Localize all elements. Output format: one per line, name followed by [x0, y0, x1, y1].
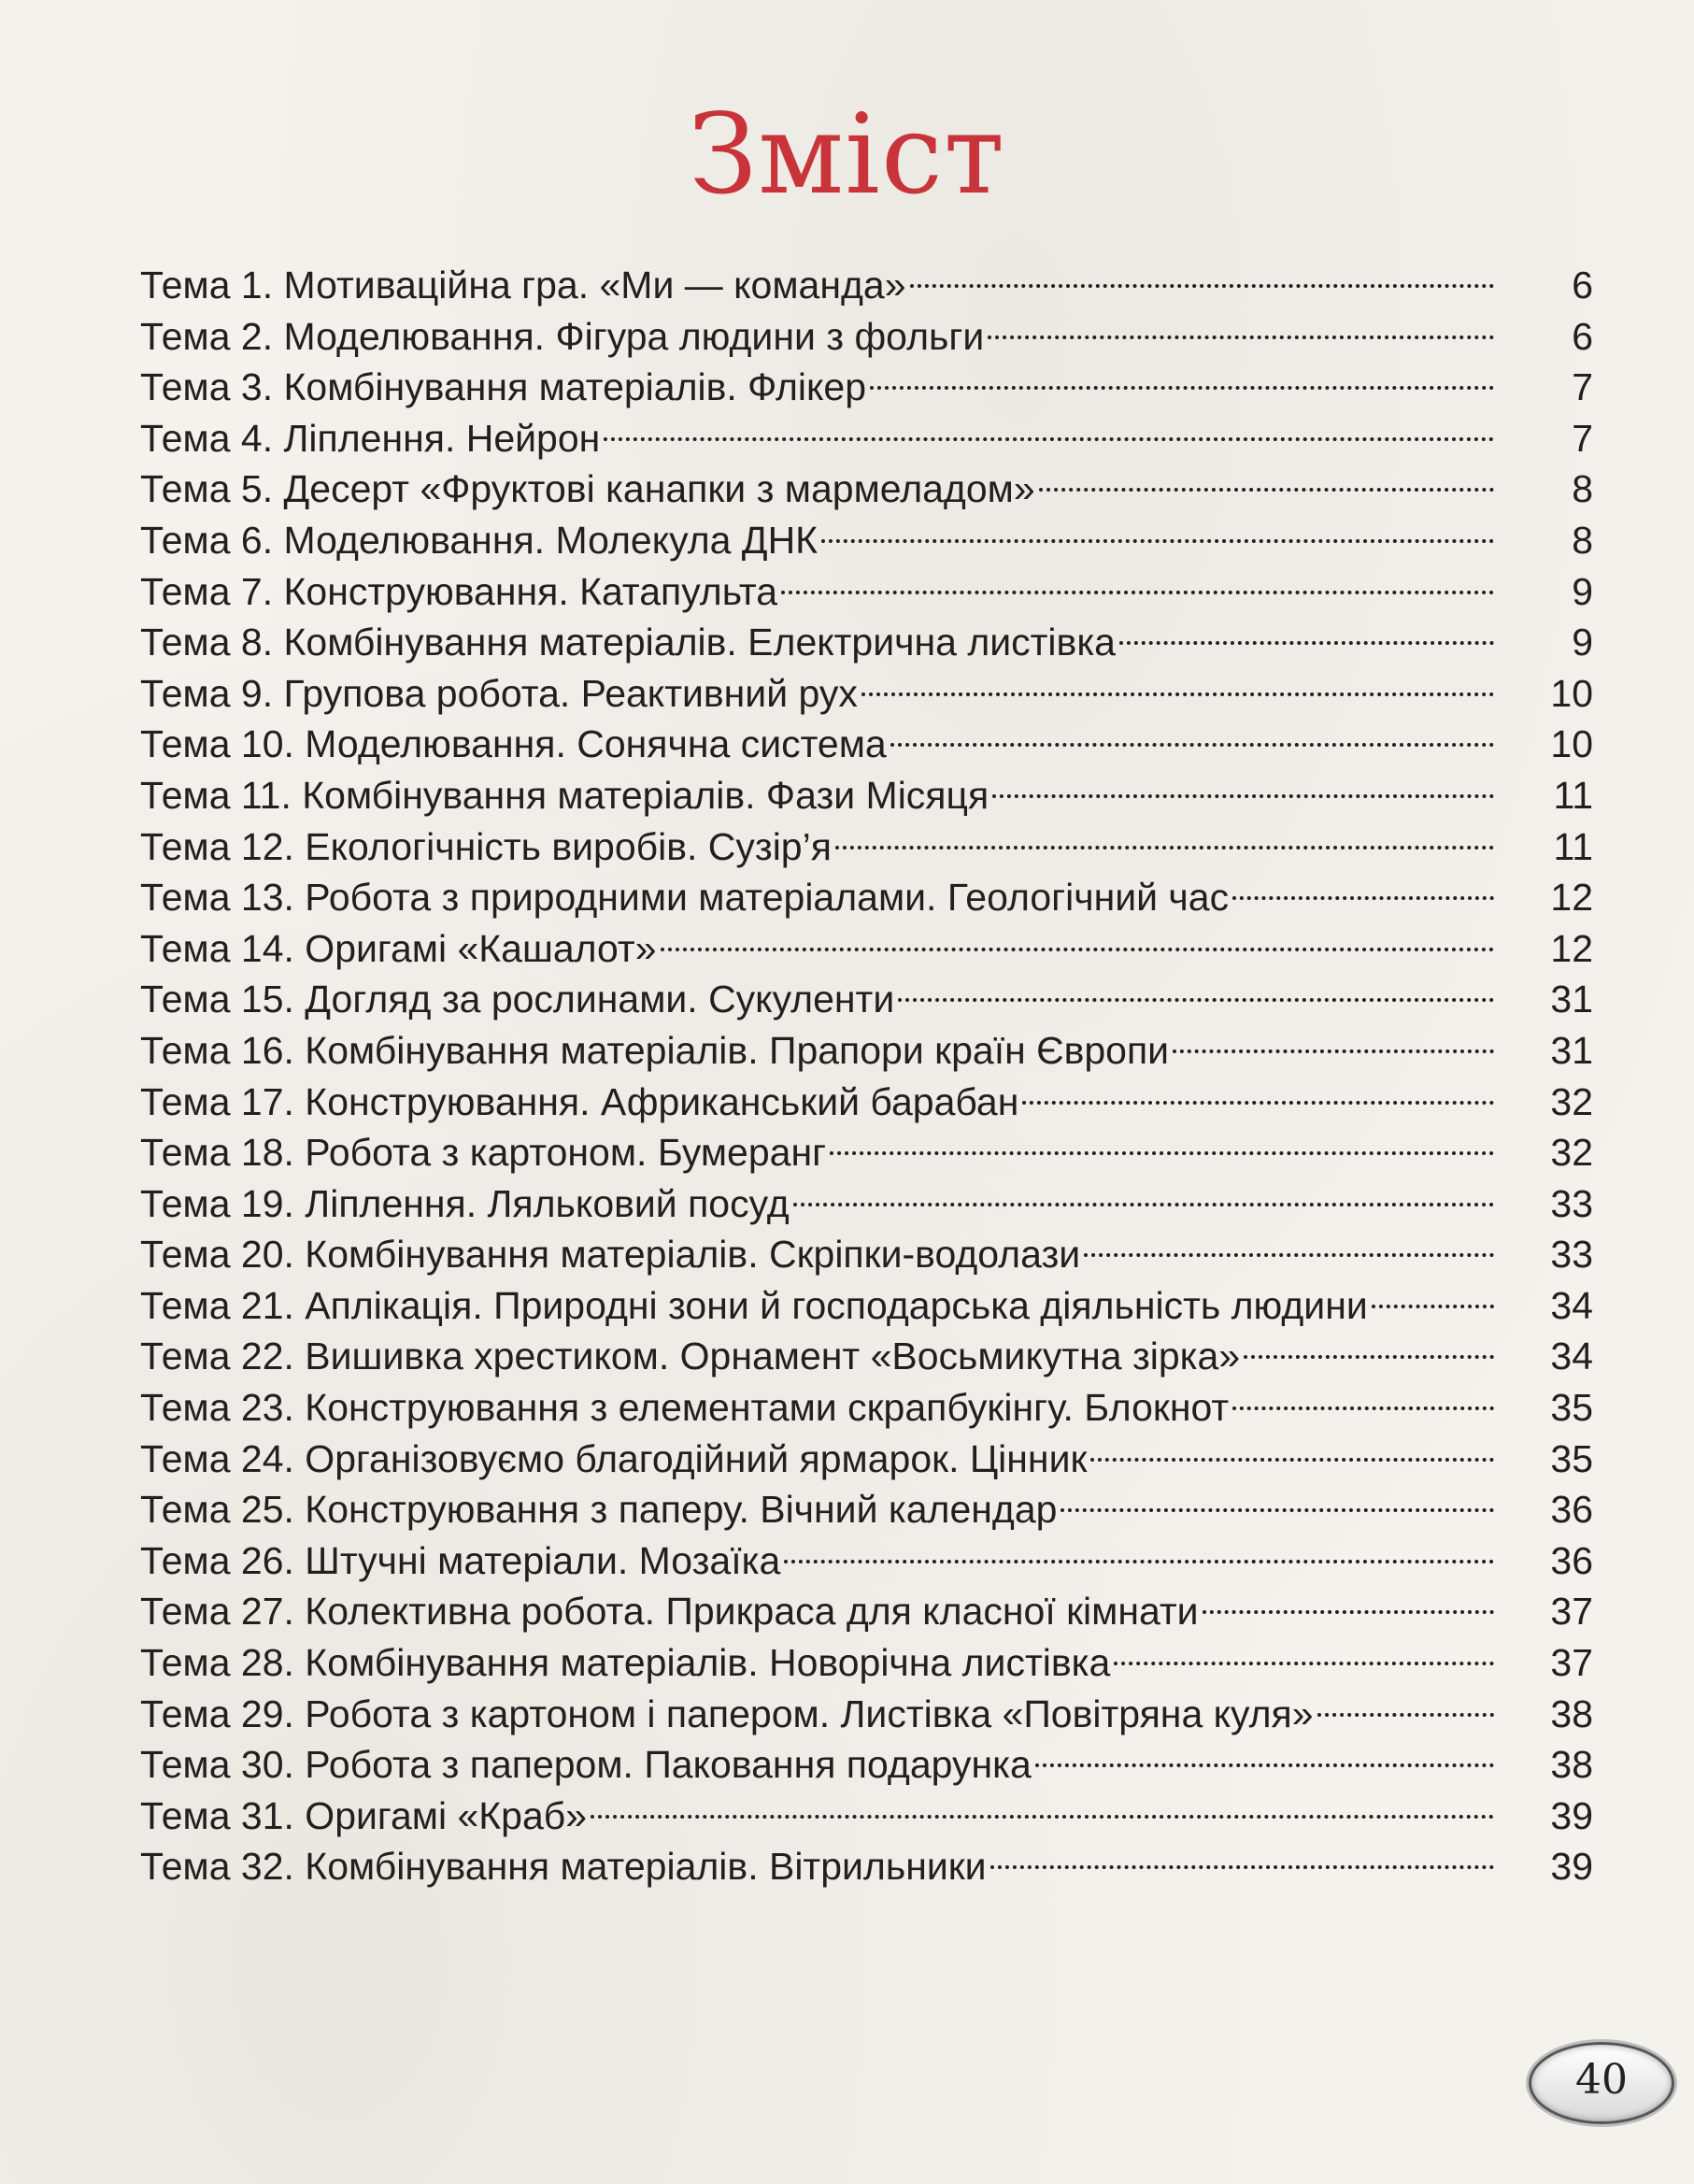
toc-entry-label: Тема 20. Комбінування матеріалів. Скріпки-водолази [140, 1233, 1081, 1277]
toc-entry-page: 9 [1572, 569, 1593, 613]
toc-dot-leader [1244, 1319, 1494, 1369]
toc-dot-leader [1372, 1268, 1494, 1319]
toc-entry-page: 32 [1550, 1079, 1593, 1123]
toc-entry-label: Тема 19. Ліплення. Ляльковий посуд [140, 1181, 790, 1225]
toc-entry-page: 38 [1550, 1743, 1593, 1787]
toc-dot-leader [1022, 1064, 1494, 1115]
toc-dot-leader [992, 758, 1494, 808]
toc-entry-page: 10 [1550, 671, 1593, 715]
toc-entry-label: Тема 6. Моделювання. Молекула ДНК [140, 518, 819, 562]
toc-dot-leader [990, 1829, 1494, 1879]
toc-entry-label: Тема 25. Конструювання з паперу. Вічний календар [140, 1488, 1058, 1532]
toc-entry-page: 7 [1572, 365, 1593, 409]
toc-entry-label: Тема 10. Моделювання. Сонячна система [140, 722, 887, 766]
toc-entry-label: Тема 9. Групова робота. Реактивний рух [140, 671, 858, 715]
toc-entry-page: 39 [1550, 1793, 1593, 1837]
toc-entry-label: Тема 28. Комбінування матеріалів. Новорічна листівка [140, 1641, 1111, 1685]
toc-entry-page: 31 [1550, 1028, 1593, 1072]
toc-dot-leader [604, 401, 1494, 451]
toc-entry-page: 36 [1550, 1538, 1593, 1582]
toc-dot-leader [784, 1523, 1494, 1574]
toc-entry-page: 37 [1550, 1590, 1593, 1634]
toc-dot-leader [1119, 605, 1494, 655]
toc-entry-page: 39 [1550, 1845, 1593, 1889]
toc-dot-leader [1039, 451, 1494, 502]
toc-entry-label: Тема 30. Робота з папером. Паковання подарунка [140, 1743, 1032, 1787]
toc-dot-leader [1114, 1625, 1494, 1676]
toc-entry-label: Тема 31. Оригамі «Краб» [140, 1793, 588, 1837]
toc-entry-page: 12 [1550, 876, 1593, 920]
toc-entry-page: 31 [1550, 978, 1593, 1021]
toc-entry-label: Тема 8. Комбінування матеріалів. Електрична листівка [140, 621, 1116, 664]
toc-entry-page: 35 [1550, 1436, 1593, 1480]
toc-entry-label: Тема 29. Робота з картоном і папером. Листівка «Повітряна куля» [140, 1692, 1314, 1735]
toc-dot-leader [1061, 1472, 1494, 1522]
toc-entry-label: Тема 14. Оригамі «Кашалот» [140, 926, 657, 970]
toc-dot-leader [1173, 1013, 1494, 1063]
toc-entry-page: 35 [1550, 1386, 1593, 1430]
toc-entry-label: Тема 22. Вишивка хрестиком. Орнамент «Восьмикутна зірка» [140, 1335, 1241, 1378]
toc-entry-page: 37 [1550, 1641, 1593, 1685]
toc-entry-page: 8 [1572, 518, 1593, 562]
page-number-badge [1529, 2042, 1674, 2124]
toc-entry-label: Тема 21. Аплікація. Природні зони й господарська діяльність людини [140, 1283, 1368, 1327]
toc-entry-label: Тема 13. Робота з природними матеріалами. Геологічний час [140, 876, 1230, 920]
toc-entry-page: 8 [1572, 467, 1593, 511]
toc-entry-page: 6 [1572, 264, 1593, 307]
toc-dot-leader [988, 299, 1494, 350]
toc-entry-label: Тема 12. Екологічність виробів. Сузір’я [140, 824, 832, 868]
toc-entry-label: Тема 11. Комбінування матеріалів. Фази Місяця [140, 773, 989, 817]
toc-dot-leader [793, 1166, 1494, 1217]
toc-entry-page: 33 [1550, 1233, 1593, 1277]
toc-dot-leader [1232, 1370, 1494, 1420]
toc-entry-page: 34 [1550, 1283, 1593, 1327]
toc-dot-leader [1090, 1421, 1494, 1472]
toc-entry-label: Тема 7. Конструювання. Катапульта [140, 569, 778, 613]
toc-entry-page: 32 [1550, 1131, 1593, 1175]
toc-dot-leader [661, 911, 1495, 962]
toc-entry-page: 7 [1572, 416, 1593, 460]
toc-entry-page: 11 [1553, 773, 1593, 817]
toc-entry-page: 34 [1550, 1335, 1593, 1378]
toc-dot-leader [910, 248, 1495, 298]
toc-entry-label: Тема 18. Робота з картоном. Бумеранг [140, 1131, 827, 1175]
toc-entry-page: 9 [1572, 621, 1593, 664]
table-of-contents [140, 248, 1593, 1889]
toc-dot-leader [1203, 1574, 1494, 1624]
toc-entry-label: Тема 26. Штучні матеріали. Мозаїка [140, 1538, 781, 1582]
toc-dot-leader [591, 1778, 1494, 1829]
toc-dot-leader [1317, 1677, 1494, 1727]
toc-entry-label: Тема 16. Комбінування матеріалів. Прапори країн Європи [140, 1028, 1170, 1072]
toc-entry [140, 248, 1593, 307]
toc-entry-label: Тема 17. Конструювання. Африканський барабан [140, 1079, 1019, 1123]
toc-entry-label: Тема 32. Комбінування матеріалів. Вітрильники [140, 1845, 987, 1889]
toc-entry-page: 10 [1550, 722, 1593, 766]
page-number: 40 [1575, 2056, 1628, 2104]
toc-entry-label: Тема 24. Організовуємо благодійний ярмарок. Цінник [140, 1436, 1088, 1480]
toc-dot-leader [830, 1115, 1494, 1165]
toc-entry-label: Тема 2. Моделювання. Фігура людини з фольги [140, 314, 985, 358]
toc-dot-leader [1232, 860, 1494, 910]
toc-entry-page: 11 [1553, 824, 1593, 868]
toc-entry-label: Тема 3. Комбінування матеріалів. Флікер [140, 365, 867, 409]
toc-dot-leader [890, 707, 1494, 757]
page-title: Зміст [688, 90, 1006, 219]
toc-dot-leader [835, 809, 1494, 860]
toc-entry-page: 12 [1550, 926, 1593, 970]
toc-entry-label: Тема 4. Ліплення. Нейрон [140, 416, 601, 460]
toc-dot-leader [781, 554, 1494, 605]
toc-entry-page: 38 [1550, 1692, 1593, 1735]
toc-dot-leader [1084, 1217, 1494, 1267]
toc-dot-leader [1035, 1727, 1494, 1777]
toc-entry-page: 6 [1572, 314, 1593, 358]
toc-entry-label: Тема 23. Конструювання з елементами скрапбукінгу. Блокнот [140, 1386, 1230, 1430]
toc-dot-leader [821, 503, 1494, 553]
toc-entry-page: 36 [1550, 1488, 1593, 1532]
toc-entry-label: Тема 5. Десерт «Фруктові канапки з мармеладом» [140, 467, 1035, 511]
toc-entry-label: Тема 15. Догляд за рослинами. Сукуленти [140, 978, 895, 1021]
toc-entry-label: Тема 1. Мотиваційна гра. «Ми — команда» [140, 264, 906, 307]
toc-dot-leader [898, 962, 1494, 1012]
toc-entry-page: 33 [1550, 1181, 1593, 1225]
toc-dot-leader [861, 656, 1494, 707]
toc-entry-label: Тема 27. Колективна робота. Прикраса для класної кімнати [140, 1590, 1199, 1634]
toc-dot-leader [870, 350, 1494, 400]
